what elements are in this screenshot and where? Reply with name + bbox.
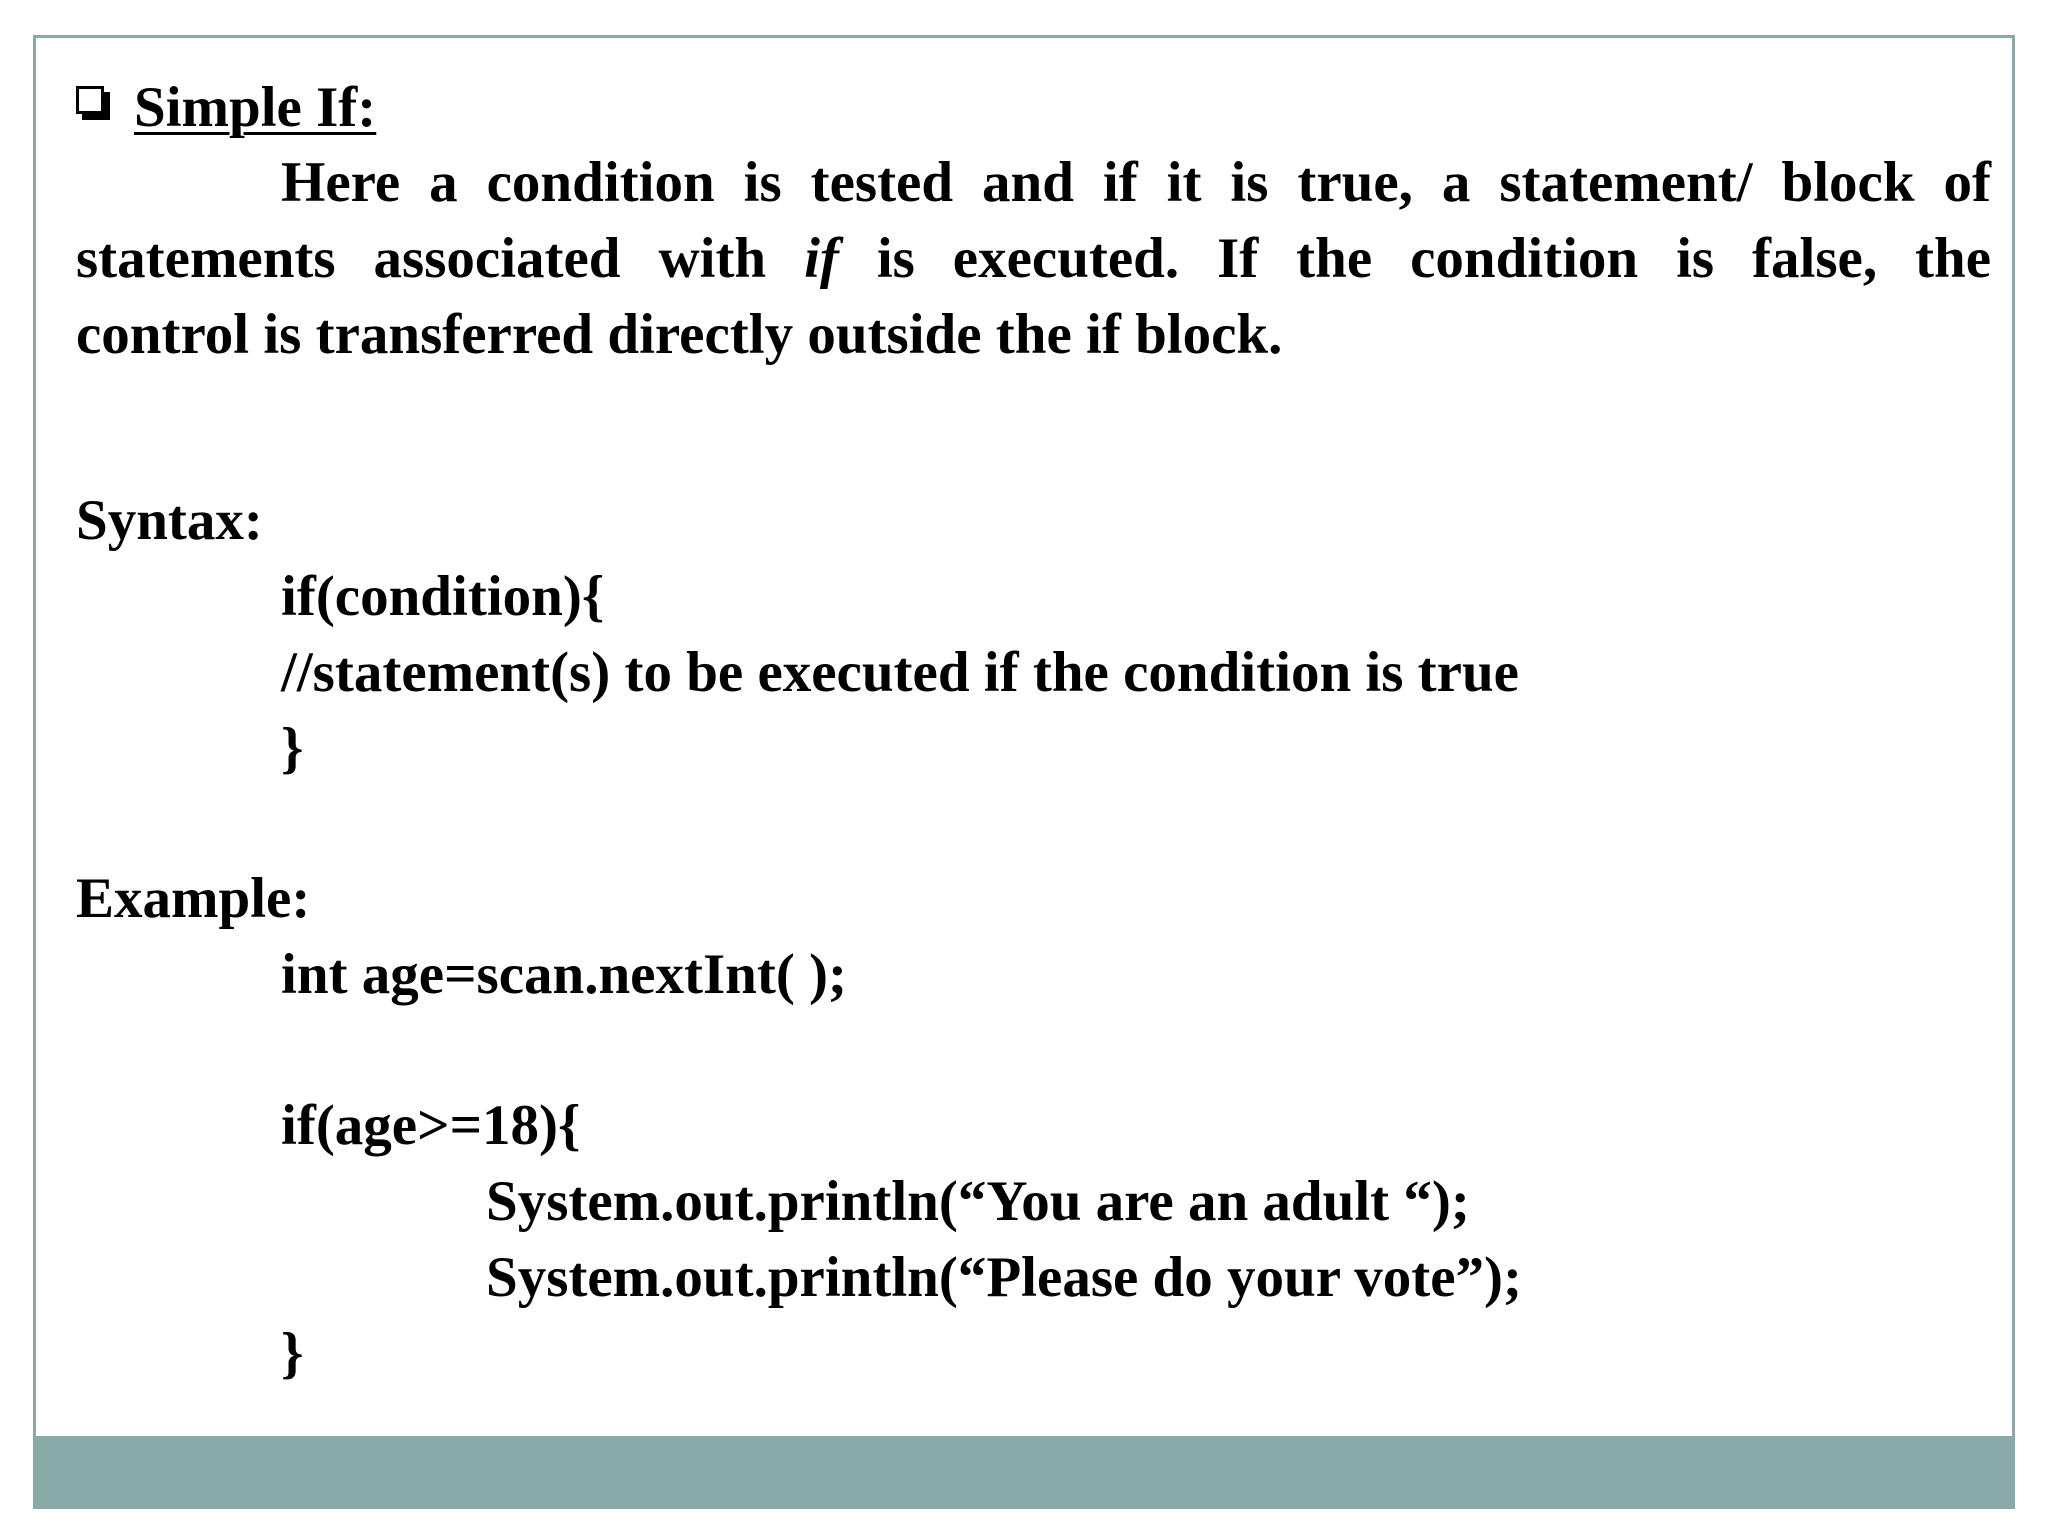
example-code-line: }: [281, 1322, 304, 1385]
paragraph-line-3: control is transferred directly outside the if block.: [76, 303, 1283, 366]
example-label: Example:: [76, 867, 311, 930]
footer-band: [36, 1436, 2012, 1506]
heading-title: Simple If:: [134, 76, 377, 139]
example-code-line: int age=scan.nextInt( );: [281, 943, 848, 1006]
description-paragraph: [76, 145, 1991, 373]
example-code-line: System.out.println(“Please do your vote”);: [486, 1246, 1522, 1309]
syntax-label: Syntax:: [76, 489, 263, 552]
syntax-line: if(condition){: [281, 565, 605, 628]
example-code-line: System.out.println(“You are an adult “);: [486, 1170, 1470, 1233]
syntax-line: //statement(s) to be executed if the condition is true: [281, 641, 1519, 704]
checkbox-icon: [76, 86, 110, 120]
paragraph-line-1: Here a condition is tested and if it is true, a statement/ block of: [281, 151, 1991, 214]
italic-if-keyword: if: [804, 227, 839, 290]
example-code-line: if(age>=18){: [281, 1094, 581, 1157]
slide-frame: [33, 35, 2015, 1509]
syntax-line: }: [281, 717, 304, 780]
paragraph-line-2: statements associated with if is executed. If the condition is false, the: [76, 227, 1991, 290]
section-heading: [76, 70, 376, 146]
